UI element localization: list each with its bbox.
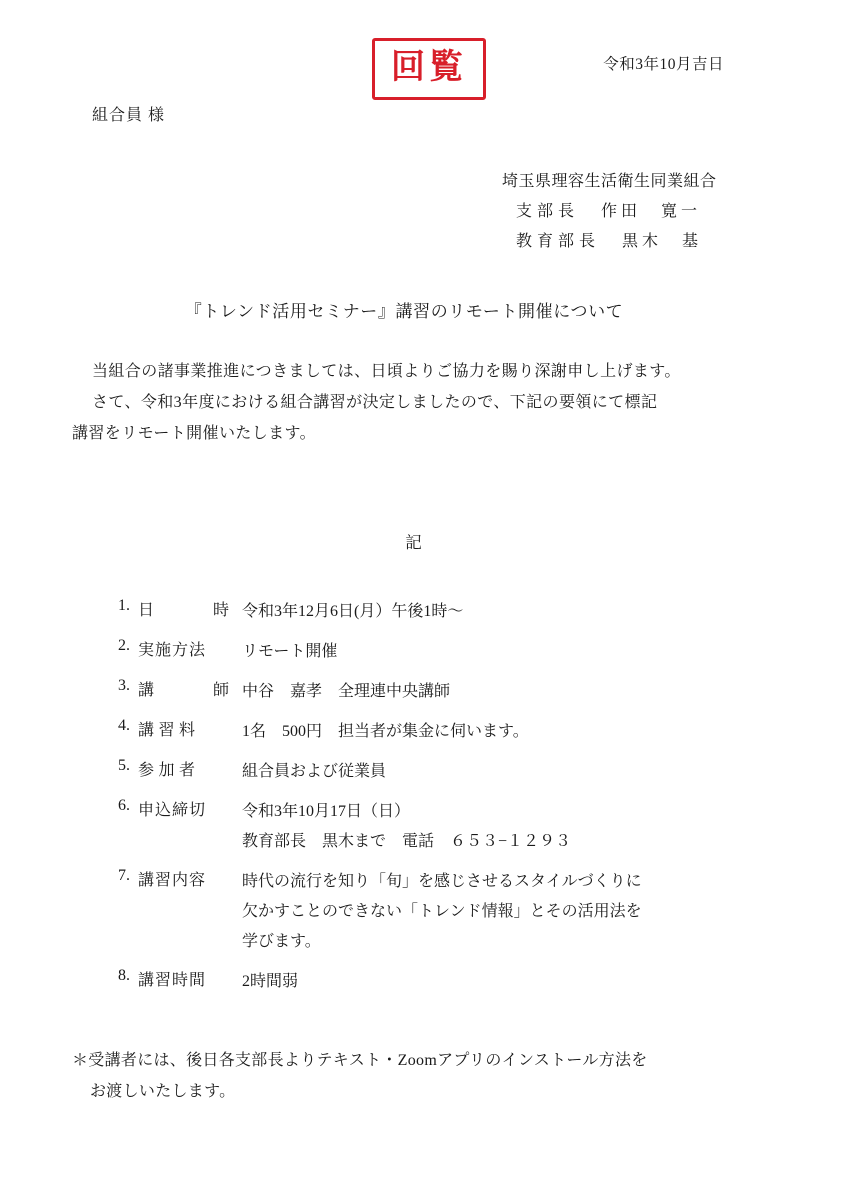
footnote-line-1: ＊受講者には、後日各支部長よりテキスト・Zoomアプリのインストール方法を [72,1052,648,1069]
footnote-line-2: お渡しいたします。 [90,1083,236,1100]
sender-row-branch-chief [502,197,776,227]
item-number: 6. [118,797,130,814]
document-date: 令和3年10月吉日 [603,56,724,73]
item-value [242,797,776,857]
page-title: 『トレンド活用セミナー』講習のリモート開催について [184,302,624,321]
sender-title-education-chief: 教育部長 [516,233,601,250]
item-value: 2時間弱 [242,973,299,990]
item-value-subline: 教育部長 黒木まで 電話 ６５３−１２９３ [242,833,572,850]
item-number: 8. [118,967,130,984]
list-item [106,757,776,787]
item-label: 実施方法 [138,642,207,659]
ki-marker: 記 [405,533,423,552]
sender-name-education-chief: 黒木 基 [622,233,703,250]
item-number: 5. [118,757,130,774]
sender-title-branch-chief: 支部長 [516,203,580,220]
details-list [106,597,776,997]
item-label: 講習内容 [138,872,207,889]
list-item [106,637,776,667]
item-label: 申込締切 [138,802,207,819]
addressee: 組合員 様 [92,107,166,124]
item-value-line: 時代の流行を知り「旬」を感じさせるスタイルづくりに [242,873,642,890]
sender-organization: 埼玉県理容生活衛生同業組合 [502,173,717,190]
item-label: 日 時 [138,602,239,619]
item-label: 参加者 [138,762,200,779]
footnote [72,1045,776,1107]
body-text [72,356,776,449]
sender-row-education-chief [502,227,776,257]
body-paragraph-1: 当組合の諸事業推進につきましては、日頃よりご協力を賜り深謝申し上げます。 [92,363,681,380]
item-value-subline: 欠かすことのできない「トレンド情報」とその活用法を [242,903,642,920]
list-item [106,717,776,747]
body-paragraph-3: 講習をリモート開催いたします。 [72,425,317,442]
item-number: 7. [118,867,130,884]
item-value-subline-2: 学びます。 [242,933,321,950]
item-number: 3. [118,677,130,694]
list-item [106,967,776,997]
sender-name-branch-chief: 作田 寛一 [601,203,702,220]
list-item [106,597,776,627]
item-number: 2. [118,637,130,654]
item-value: 中谷 嘉孝 全理連中央講師 [242,683,451,700]
list-item [106,797,776,857]
item-value [242,867,776,957]
item-value: 組合員および従業員 [242,763,387,780]
item-value: 令和3年12月6日(月）午後1時〜 [242,603,464,620]
item-value: リモート開催 [242,643,338,660]
list-item [106,677,776,707]
circulation-stamp: 回覧 [372,38,486,100]
item-label: 講習料 [138,722,200,739]
item-value-line: 令和3年10月17日（日） [242,803,411,820]
stamp-row [72,0,776,87]
item-label: 講習時間 [138,972,207,989]
item-label: 講 師 [138,682,239,699]
sender-block [72,167,776,257]
item-number: 4. [118,717,130,734]
body-paragraph-2: さて、令和3年度における組合講習が決定しましたので、下記の要領にて標記 [92,394,658,411]
item-number: 1. [118,597,130,614]
list-item [106,867,776,957]
item-value: 1名 500円 担当者が集金に伺います。 [242,723,529,740]
